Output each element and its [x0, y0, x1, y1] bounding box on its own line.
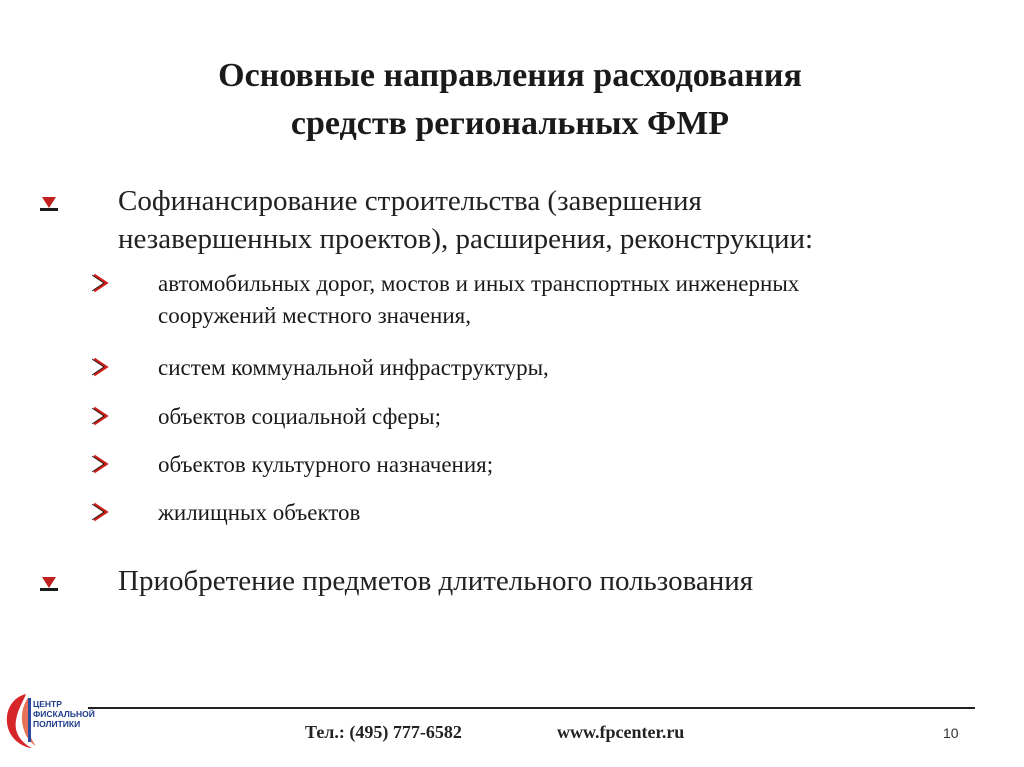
sub-item-1 [92, 268, 799, 332]
main-bullet-1 [38, 182, 813, 258]
footer-divider [88, 707, 975, 709]
sub-item-2 [92, 352, 549, 384]
chevron-right-icon [92, 453, 110, 475]
chevron-right-icon [92, 405, 110, 427]
red-arrow-down-icon [38, 572, 60, 594]
logo-line-3: ПОЛИТИКИ [33, 719, 81, 729]
sub-item-5 [92, 497, 360, 529]
slide-title [170, 52, 850, 148]
sub-item-4-line-1: объектов культурного назначения; [158, 452, 494, 477]
sub-item-4 [92, 449, 493, 481]
title-line-1: Основные направления расходования [218, 57, 802, 94]
sub-item-5-line-1: жилищных объектов [158, 500, 361, 525]
chevron-right-icon [92, 272, 110, 294]
footer-website[interactable]: www.fpcenter.ru [557, 722, 685, 742]
sub-item-3 [92, 401, 441, 433]
chevron-right-icon [92, 501, 110, 523]
logo-text [33, 699, 95, 729]
page-number: 10 [943, 725, 959, 741]
sub-item-1-line-2: сооружений местного значения, [158, 303, 471, 328]
logo-line-2: ФИСКАЛЬНОЙ [33, 709, 95, 719]
sub-item-1-line-1: автомобильных дорог, мостов и иных транспортных инженерных [158, 271, 800, 296]
footer-phone: Тел.: (495) 777-6582 [305, 722, 462, 742]
logo-line-1: ЦЕНТР [33, 699, 62, 709]
main-bullet-1-line-2: незавершенных проектов), расширения, реконструкции: [118, 223, 814, 255]
main-bullet-1-line-1: Софинансирование строительства (завершения [118, 185, 702, 217]
chevron-right-icon [92, 356, 110, 378]
red-arrow-down-icon [38, 192, 60, 214]
sub-item-3-line-1: объектов социальной сферы; [158, 404, 441, 429]
main-bullet-2-line-1: Приобретение предметов длительного пользования [118, 565, 754, 597]
title-line-2: средств региональных ФМР [290, 105, 730, 142]
sub-item-2-line-1: систем коммунальной инфраструктуры, [158, 355, 549, 380]
main-bullet-2 [38, 562, 753, 602]
